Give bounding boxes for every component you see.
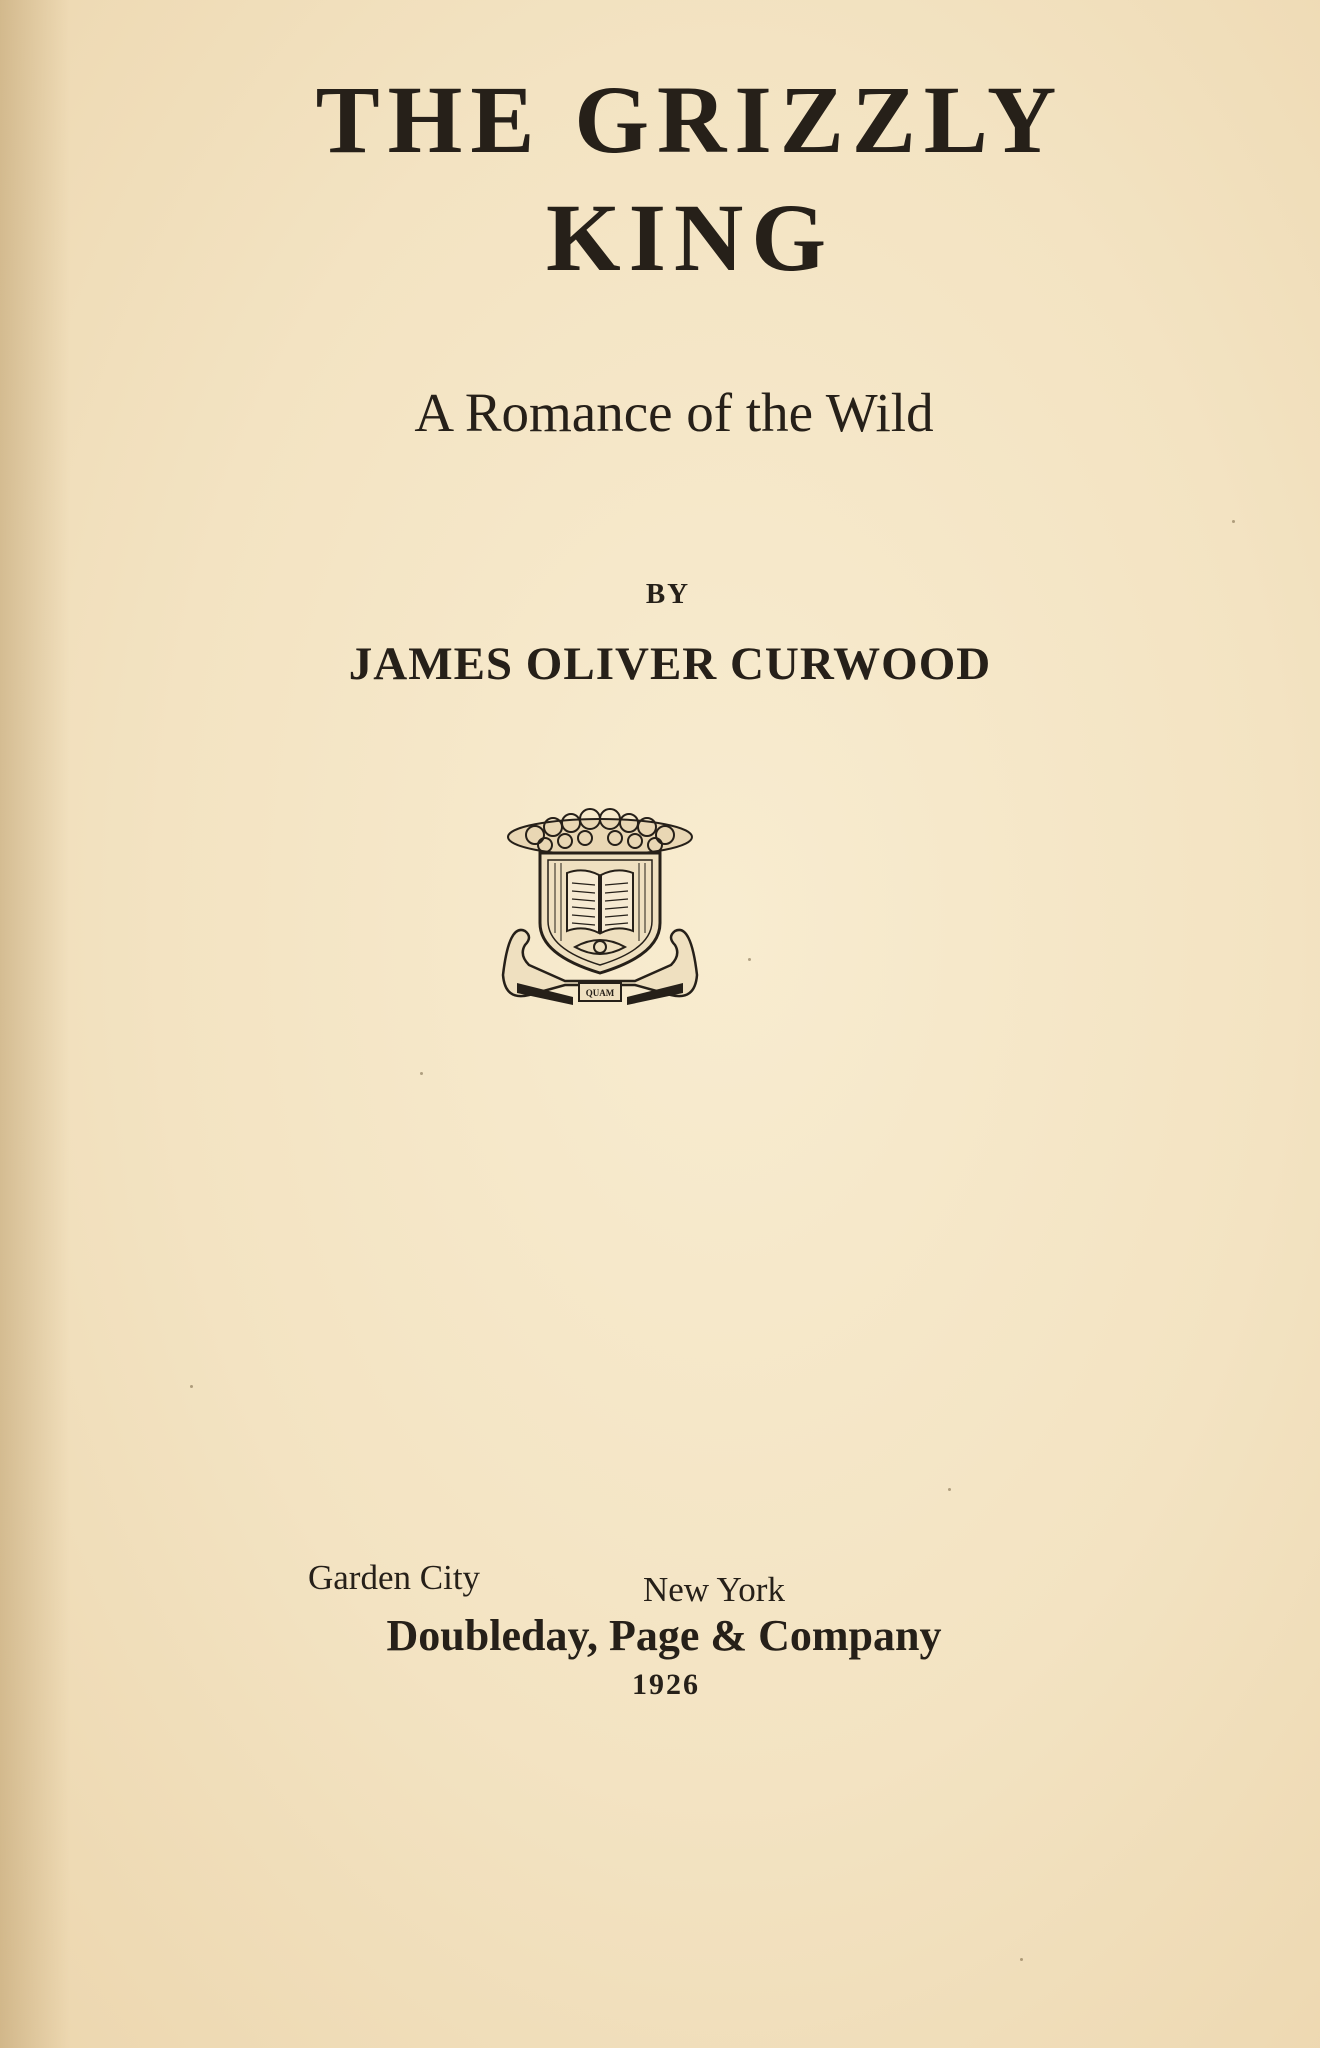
book-subtitle: A Romance of the Wild <box>414 382 934 443</box>
publisher-state: New York <box>643 1570 785 1609</box>
svg-text:QUAM: QUAM <box>585 988 615 998</box>
publisher-city: Garden City <box>308 1558 481 1597</box>
book-title-line-1: THE GRIZZLY <box>315 66 1065 173</box>
publication-year: 1926 <box>632 1668 700 1701</box>
book-title-line-2: KING <box>545 184 835 291</box>
publisher-name: Doubleday, Page & Company <box>386 1611 942 1660</box>
paper-speck <box>420 1072 423 1075</box>
paper-speck <box>1232 520 1235 523</box>
author-name: JAMES OLIVER CURWOOD <box>348 638 992 690</box>
paper-speck <box>948 1488 951 1491</box>
paper-speck <box>748 958 751 961</box>
byline: BY <box>645 578 691 610</box>
open-book-emblem-icon <box>495 805 705 1015</box>
paper-speck <box>190 1385 193 1388</box>
paper-speck <box>1020 1958 1023 1961</box>
